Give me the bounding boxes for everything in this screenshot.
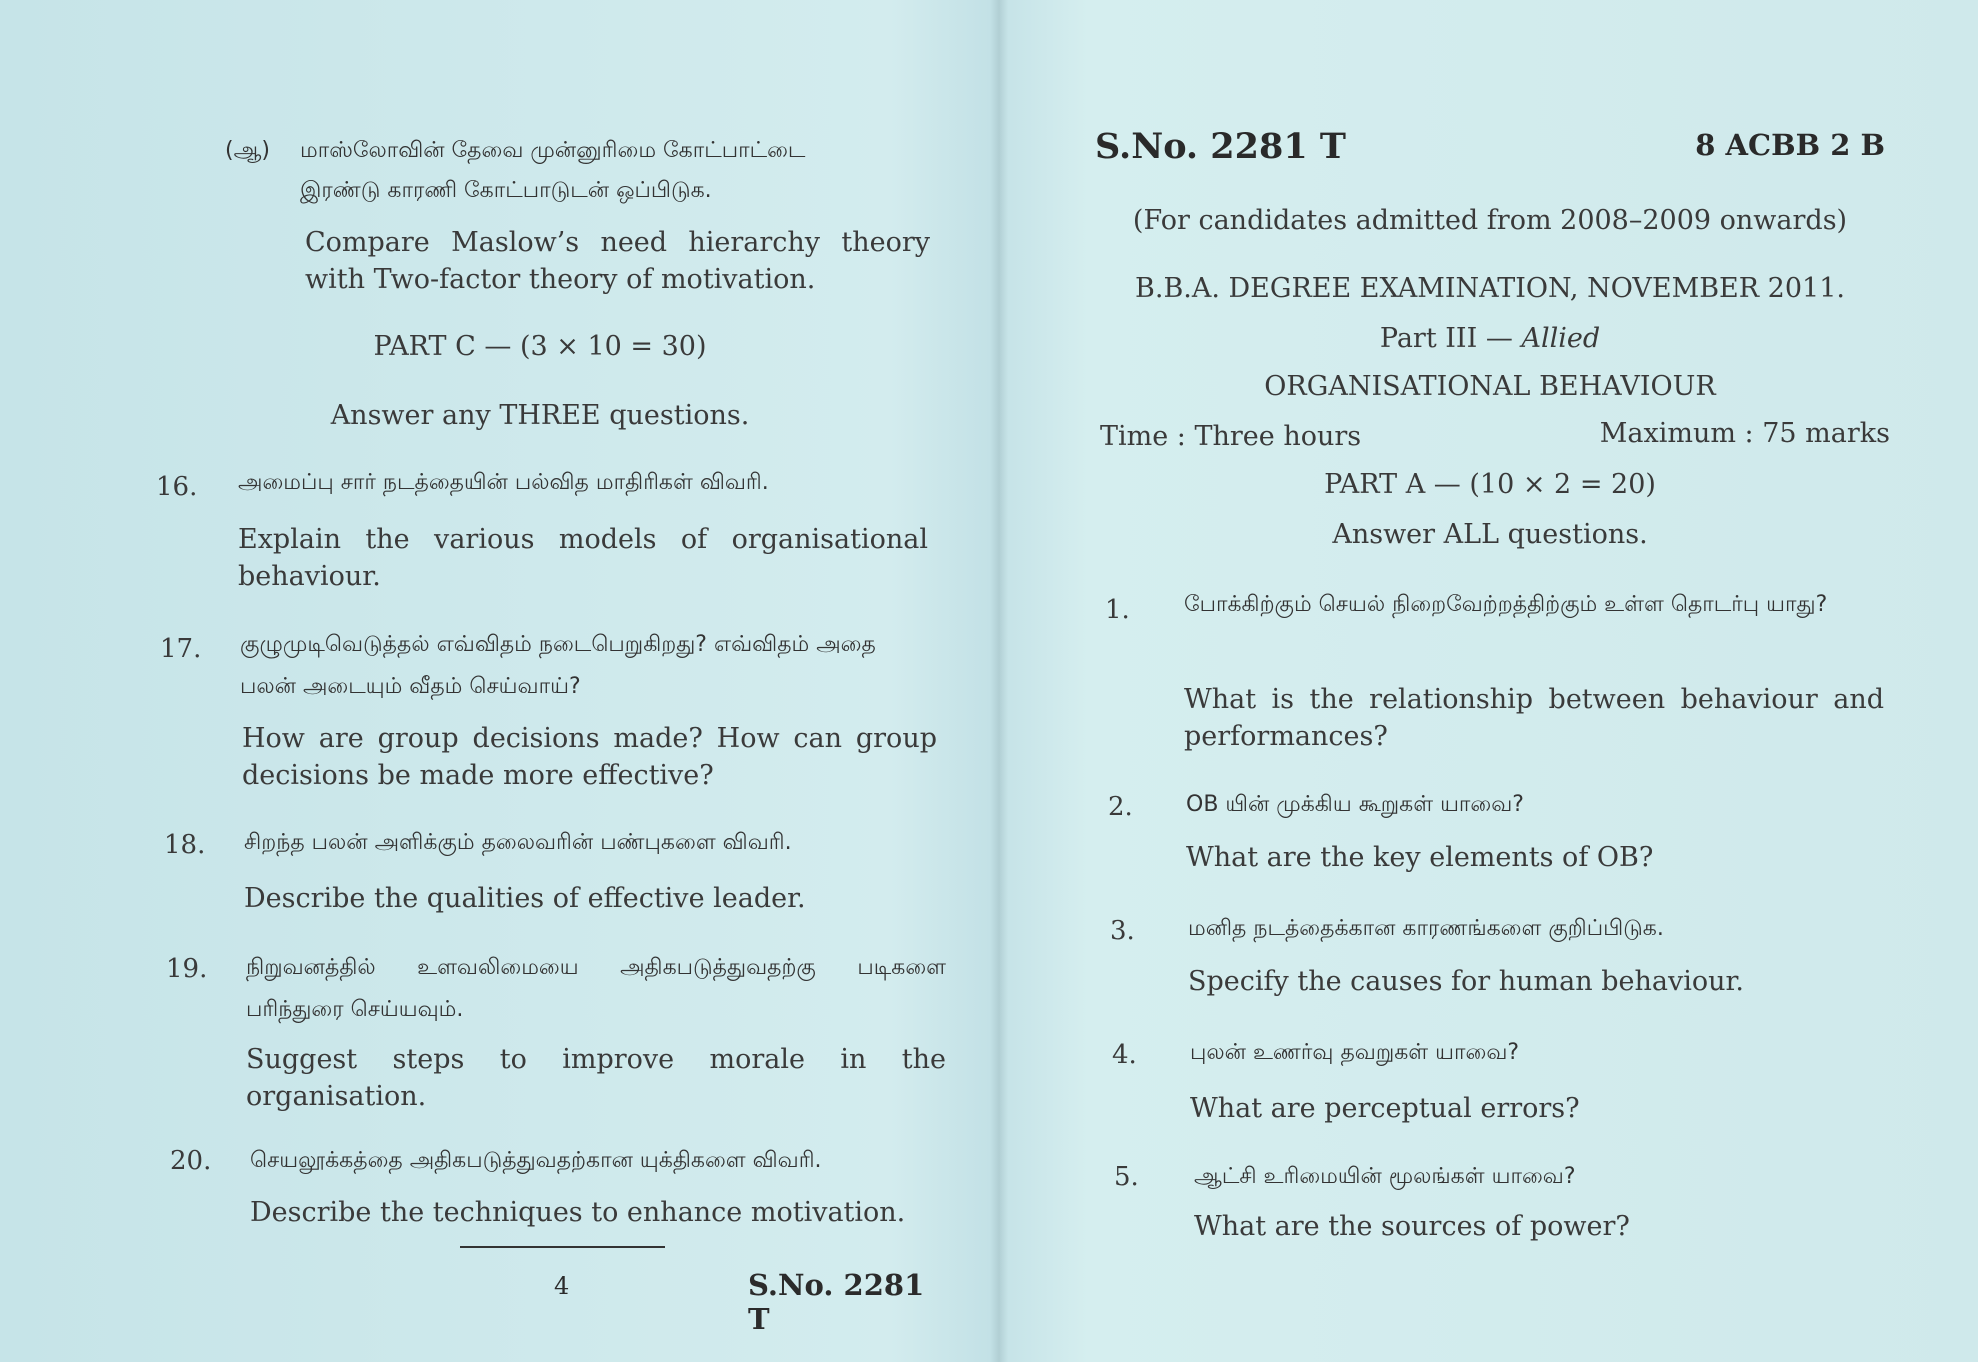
q17-number: 17. xyxy=(160,634,202,664)
page-fold xyxy=(990,0,1008,1362)
q1-tamil: போக்கிற்கும் செயல் நிறைவேற்றத்திற்கும் உள்ள தொடர்பு யாது? xyxy=(1184,592,1828,617)
q19-tamil: நிறுவனத்தில் உளவலிமையை அதிகபடுத்துவதற்கு படிகளை பரிந்துரை செய்யவும். xyxy=(246,955,946,1022)
end-rule xyxy=(460,1246,665,1248)
footer-sno: S.No. 2281 T xyxy=(748,1268,925,1336)
q5-tamil: ஆட்சி உரிமையின் மூலங்கள் யாவை? xyxy=(1194,1164,1576,1189)
q18-tamil: சிறந்த பலன் அளிக்கும் தலைவரின் பண்புகளை விவரி. xyxy=(244,830,792,855)
q3-english: Specify the causes for human behaviour. xyxy=(1188,966,1745,997)
q15b-label: (ஆ) xyxy=(225,138,270,163)
q16-number: 16. xyxy=(156,472,198,502)
header-sno: S.No. 2281 T xyxy=(1095,126,1346,167)
q5-english: What are the sources of power? xyxy=(1194,1211,1630,1242)
q20-number: 20. xyxy=(170,1146,212,1176)
q4-number: 4. xyxy=(1112,1040,1137,1070)
q16-english: Explain the various models of organisational behaviour. xyxy=(238,524,928,592)
exam-time: Time : Three hours xyxy=(1100,421,1362,452)
q19-english: Suggest steps to improve morale in the organisation. xyxy=(246,1044,946,1112)
q17-tamil: குழுமுடிவெடுத்தல் எவ்விதம் நடைபெறுகிறது? எவ்விதம் அதை பலன் அடையும் வீதம் செய்வாய்? xyxy=(240,632,876,699)
part-a-heading: PART A — (10 × 2 = 20) xyxy=(1324,469,1656,500)
exam-title: B.B.A. DEGREE EXAMINATION, NOVEMBER 2011. xyxy=(1135,273,1845,304)
left-page xyxy=(150,0,950,1362)
q2-number: 2. xyxy=(1108,792,1133,822)
part-label xyxy=(1090,320,1890,357)
q20-tamil: செயலூக்கத்தை அதிகபடுத்துவதற்கான யுக்திகளை விவரி. xyxy=(250,1148,822,1173)
q18-english: Describe the qualities of effective leader. xyxy=(244,883,806,914)
footer-page-number: 4 xyxy=(554,1272,570,1300)
q15b-tamil-line1: மாஸ்லோவின் தேவை முன்னுரிமை கோட்பாட்டை xyxy=(300,138,806,163)
q5-number: 5. xyxy=(1114,1162,1139,1192)
part-label-italic: Allied xyxy=(1521,323,1601,354)
candidates-note: (For candidates admitted from 2008–2009 onwards) xyxy=(1132,205,1848,236)
right-page xyxy=(1090,0,1890,1362)
header-code: 8 ACBB 2 B xyxy=(1695,128,1885,162)
part-a-instruction: Answer ALL questions. xyxy=(1332,519,1648,550)
q15b-english: Compare Maslow’s need hierarchy theory with Two-factor theory of motivation. xyxy=(305,227,930,295)
q2-english: What are the key elements of OB? xyxy=(1186,842,1654,873)
q19-number: 19. xyxy=(166,954,208,984)
q1-english: What is the relationship between behaviour and performances? xyxy=(1184,684,1884,752)
q16-tamil: அமைப்பு சார் நடத்தையின் பல்வித மாதிரிகள் விவரி. xyxy=(238,470,769,495)
subject-title: ORGANISATIONAL BEHAVIOUR xyxy=(1264,371,1716,402)
q17-english: How are group decisions made? How can group decisions be made more effective? xyxy=(242,723,937,791)
part-c-heading: PART C — (3 × 10 = 30) xyxy=(373,331,707,362)
max-marks: Maximum : 75 marks xyxy=(1599,418,1890,449)
q18-number: 18. xyxy=(164,830,206,860)
q15b-tamil-line2: இரண்டு காரணி கோட்பாடுடன் ஒப்பிடுக. xyxy=(300,178,712,203)
q4-english: What are perceptual errors? xyxy=(1190,1093,1580,1124)
part-c-instruction: Answer any THREE questions. xyxy=(330,400,750,431)
q2-tamil: OB யின் முக்கிய கூறுகள் யாவை? xyxy=(1186,792,1524,817)
q1-number: 1. xyxy=(1105,595,1130,625)
q3-tamil: மனித நடத்தைக்கான காரணங்களை குறிப்பிடுக. xyxy=(1188,916,1664,941)
q20-english: Describe the techniques to enhance motivation. xyxy=(250,1197,906,1228)
q3-number: 3. xyxy=(1110,916,1135,946)
q4-tamil: புலன் உணர்வு தவறுகள் யாவை? xyxy=(1190,1040,1520,1065)
part-label-text: Part III — xyxy=(1379,323,1513,354)
